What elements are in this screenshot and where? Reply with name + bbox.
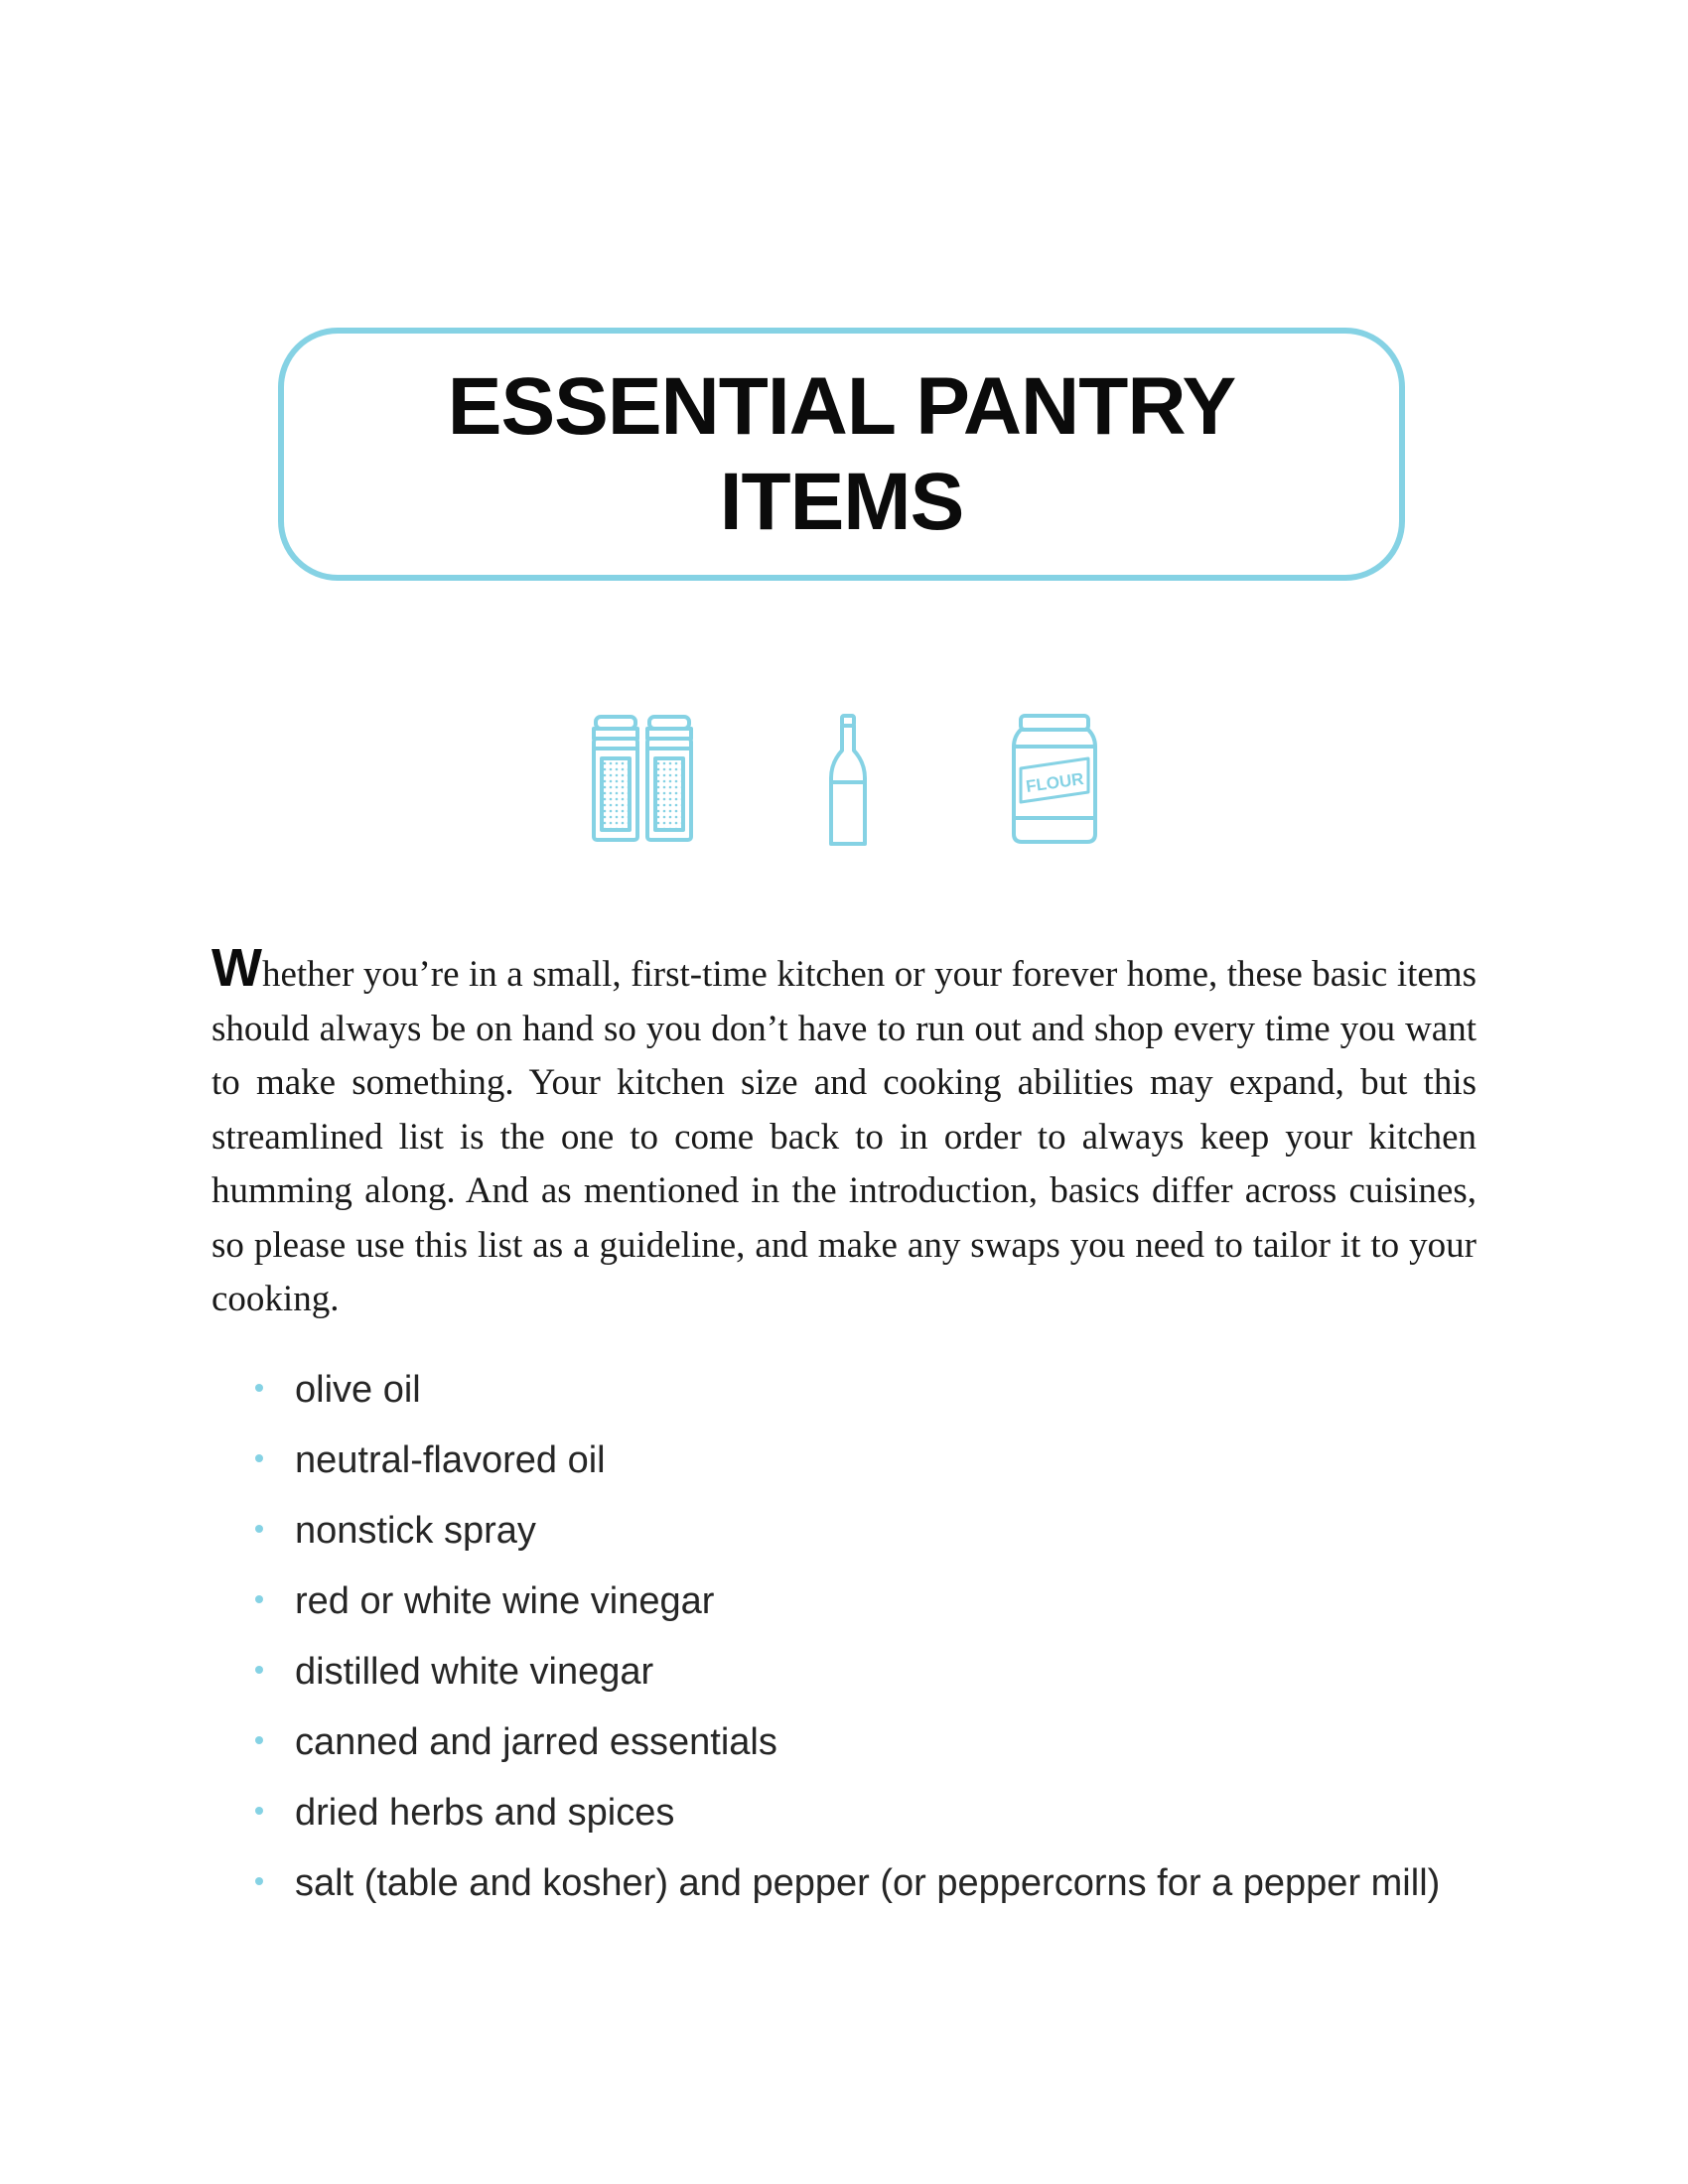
pantry-item-list: [251, 1370, 1477, 1934]
list-item-text: nonstick spray: [295, 1510, 536, 1552]
intro-text: hether you’re in a small, first-time kitchen or your forever home, these basic items should always be on hand so you don’t have to run out and shop every time you want to make something. Your kitchen size and cooking abilities may expand, but this streamlined list is the one to come back to in order to always keep your kitchen humming along. And as mentioned in the introduction, basics differ across cuisines, so please use this list as a guideline, and make any swaps you need to tailor it to your cooking.: [211, 954, 1477, 1319]
page-title-line-1: ESSENTIAL PANTRY: [447, 360, 1236, 452]
list-item-text: distilled white vinegar: [295, 1651, 654, 1693]
list-item-text: salt (table and kosher) and pepper (or peppercorns for a pepper mill): [295, 1862, 1441, 1904]
flour-label: FLOUR: [1025, 768, 1085, 796]
list-item-text: dried herbs and spices: [295, 1792, 675, 1834]
bullet-icon: [255, 1525, 263, 1533]
list-item: [251, 1581, 1477, 1621]
salt-and-pepper-shakers-icon: [590, 713, 695, 844]
list-item: [251, 1370, 1477, 1410]
bullet-icon: [255, 1384, 263, 1392]
bullet-icon: [255, 1807, 263, 1815]
list-item: [251, 1863, 1477, 1903]
list-item-text: olive oil: [295, 1369, 421, 1411]
list-item: [251, 1793, 1477, 1833]
page-title: [435, 359, 1249, 550]
flour-jar-icon: [1011, 713, 1098, 846]
bullet-icon: [255, 1666, 263, 1674]
bullet-icon: [255, 1454, 263, 1462]
page-title-line-2: ITEMS: [719, 456, 964, 547]
list-item: [251, 1511, 1477, 1551]
list-item: [251, 1652, 1477, 1692]
list-item-text: red or white wine vinegar: [295, 1580, 715, 1622]
intro-paragraph: [211, 938, 1477, 1327]
list-item-text: canned and jarred essentials: [295, 1721, 777, 1763]
pantry-icons: [0, 713, 1688, 852]
list-item-text: neutral-flavored oil: [295, 1439, 606, 1481]
oil-bottle-icon: [826, 713, 870, 848]
list-item: [251, 1440, 1477, 1480]
bullet-icon: [255, 1877, 263, 1885]
drop-cap: W: [211, 938, 262, 998]
bullet-icon: [255, 1736, 263, 1744]
title-box: [278, 328, 1405, 581]
bullet-icon: [255, 1595, 263, 1603]
list-item: [251, 1722, 1477, 1762]
